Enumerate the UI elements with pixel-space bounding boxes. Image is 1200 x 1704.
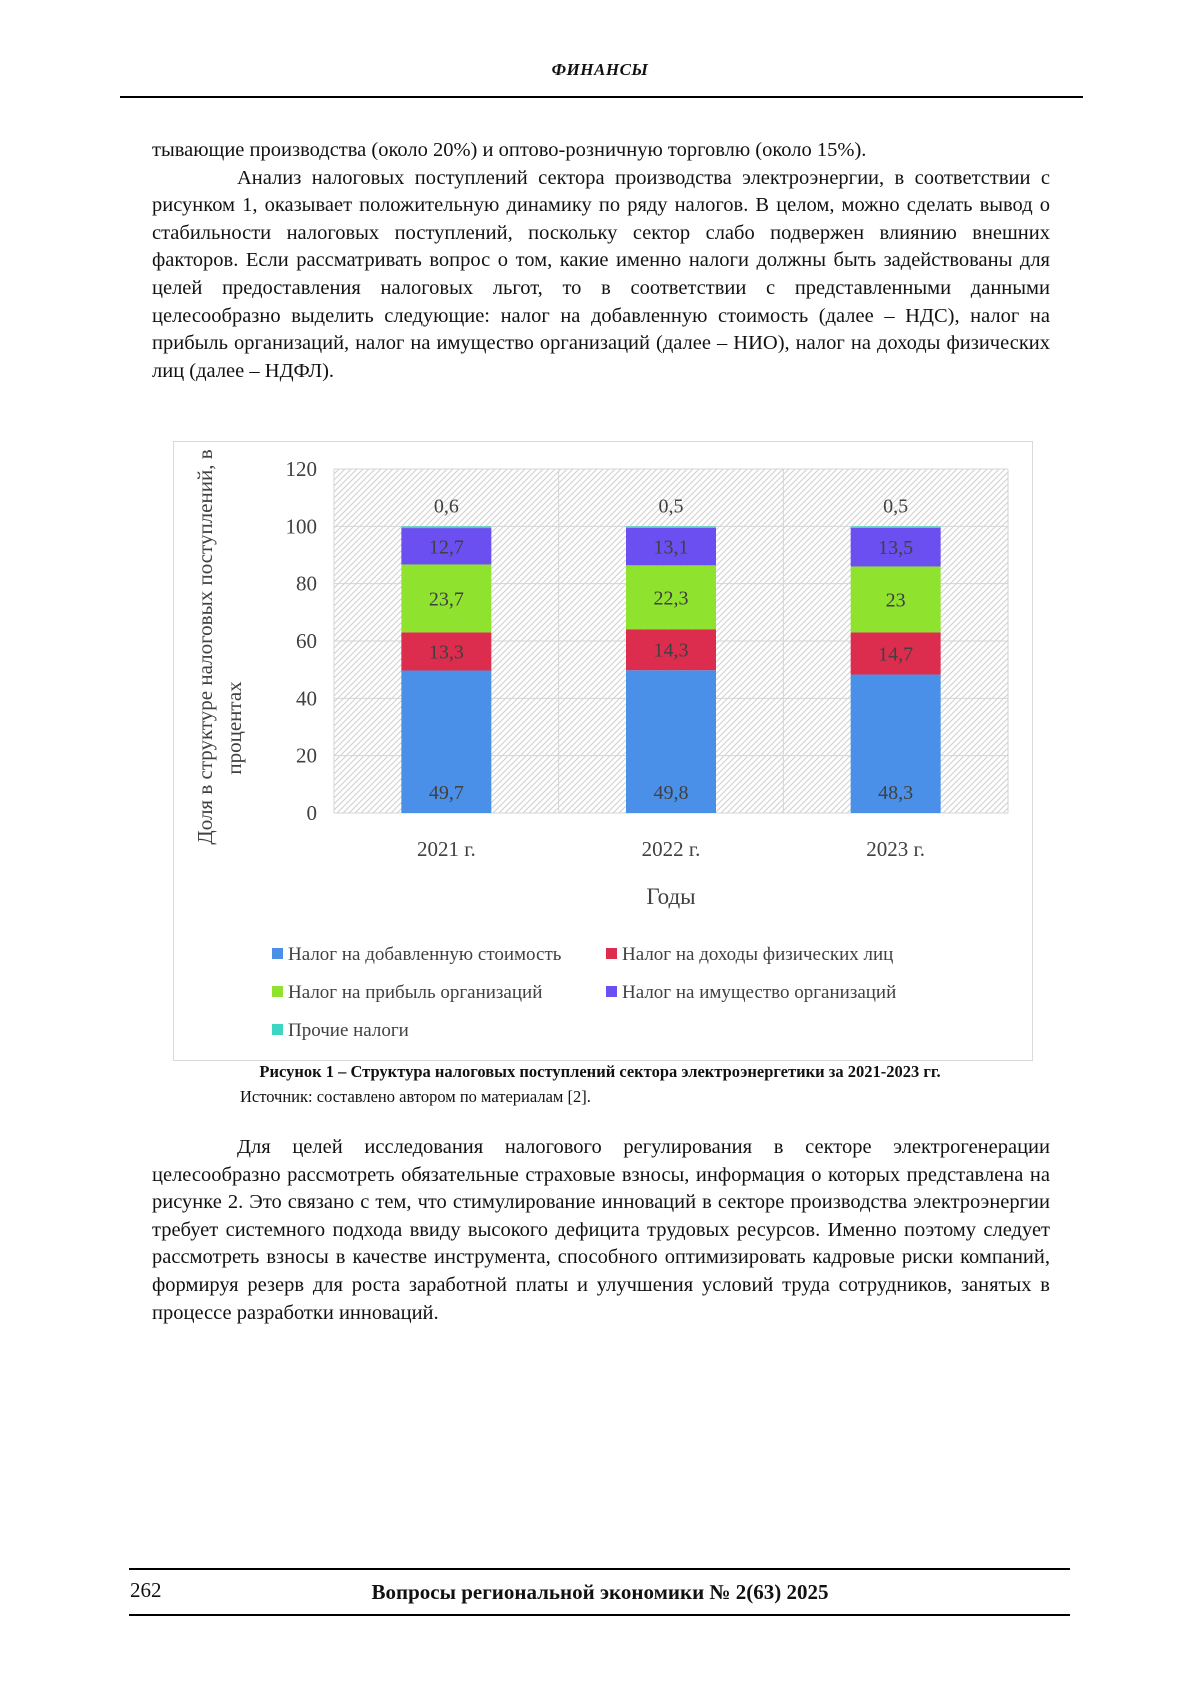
- data-label: 49,7: [428, 782, 464, 804]
- figure-caption: Рисунок 1 – Структура налоговых поступлений сектора электроэнергетики за 2021-2023 гг.: [259, 1062, 941, 1081]
- body-text-bottom: [152, 1134, 1050, 1327]
- legend-swatch: [272, 1024, 283, 1035]
- stacked-bar-chart: [174, 442, 1032, 1060]
- running-head-section: ФИНАНСЫ: [551, 60, 649, 79]
- figure-frame: [173, 441, 1033, 1061]
- x-axis-title: Годы: [646, 884, 696, 909]
- bar-segment: [626, 526, 716, 527]
- data-label: 23,7: [428, 588, 464, 611]
- footer-rule-bottom: [129, 1614, 1070, 1616]
- x-tick-label: 2023 г.: [866, 837, 926, 861]
- data-label: 0,6: [433, 495, 459, 518]
- paragraph-continuation: тывающие производства (около 20%) и оптово-розничную торговлю (около 15%).: [152, 139, 867, 161]
- legend-item: [606, 982, 896, 1003]
- x-tick-label: 2022 г.: [641, 837, 701, 861]
- x-tick-label: 2021 г.: [416, 837, 476, 861]
- journal-title: Вопросы региональной экономики № 2(63) 2025: [371, 1580, 829, 1604]
- legend-item: [272, 982, 542, 1003]
- y-tick-label: 40: [296, 686, 317, 711]
- y-tick-label: 100: [285, 514, 317, 539]
- footer-rule-top: [129, 1568, 1070, 1570]
- y-axis-title-line-1: Доля в структуре налоговых поступлений, в: [193, 449, 217, 845]
- bar-segment: [851, 526, 941, 527]
- data-label: 13,3: [428, 641, 464, 664]
- data-label: 49,8: [653, 782, 689, 804]
- body-text-top: [152, 137, 1050, 385]
- data-label: 13,1: [653, 536, 689, 559]
- legend-label: Прочие налоги: [288, 1020, 409, 1041]
- data-label: 48,3: [878, 782, 914, 804]
- legend-item: [272, 944, 562, 965]
- y-tick-label: 0: [306, 801, 317, 825]
- legend-item: [272, 1020, 409, 1041]
- data-label: 12,7: [428, 536, 464, 559]
- y-tick-label: 60: [296, 629, 317, 653]
- data-label: 0,5: [658, 495, 684, 518]
- header-rule: [120, 96, 1083, 98]
- legend-swatch: [606, 986, 617, 997]
- data-label: 14,3: [653, 639, 689, 662]
- y-axis-title-line-2: процентах: [222, 681, 246, 775]
- figure-source: Источник: составлено автором по материалам [2].: [240, 1087, 591, 1106]
- bar-segment: [401, 526, 491, 528]
- legend-swatch: [272, 948, 283, 959]
- legend-item: [606, 944, 893, 965]
- data-label: 13,5: [878, 537, 914, 560]
- data-label: 22,3: [653, 587, 689, 610]
- paragraph-insurance: Для целей исследования налогового регулирования в секторе электрогенерации целесообразно рассмотреть обязательные страховые взносы, информация о которых представлена на рисунке 2. Это связано с тем, что стимулирование инноваций в секторе производства электроэнергии требует системного подхода ввиду высокого дефицита трудовых ресурсов. Именно поэтому следует рассмотреть взносы в качестве инструмента, способного оптимизировать кадровые риски компаний, формируя резерв для роста заработной платы и улучшения условий труда сотрудников, занятых в процессе разработки инноваций.: [152, 1136, 1050, 1324]
- y-tick-label: 80: [296, 571, 317, 596]
- legend-swatch: [606, 948, 617, 959]
- data-label: 23: [885, 589, 906, 612]
- page-number: 262: [130, 1578, 162, 1602]
- data-label: 0,5: [883, 495, 909, 518]
- legend-swatch: [272, 986, 283, 997]
- data-label: 14,7: [878, 643, 914, 666]
- y-tick-label: 120: [285, 457, 317, 481]
- legend-label: Налог на имущество организаций: [622, 982, 897, 1003]
- legend-label: Налог на доходы физических лиц: [622, 944, 894, 965]
- y-tick-label: 20: [296, 743, 317, 768]
- legend-label: Налог на добавленную стоимость: [288, 944, 562, 965]
- paragraph-analysis: Анализ налоговых поступлений сектора производства электроэнергии, в соответствии с рисунком 1, оказывает положительную динамику по ряду налогов. В целом, можно сделать вывод о стабильности налоговых поступлений, поскольку сектор слабо подвержен влиянию внешних факторов. Если рассматривать вопрос о том, какие именно налоги должны быть задействованы для целей предоставления налоговых льгот, то в соответствии с представленными данными целесообразно выделить следующие: налог на добавленную стоимость (далее – НДС), налог на прибыль организаций, налог на имущество организаций (далее – НИО), налог на доходы физических лиц (далее – НДФЛ).: [152, 166, 1050, 382]
- legend-label: Налог на прибыль организаций: [288, 982, 543, 1003]
